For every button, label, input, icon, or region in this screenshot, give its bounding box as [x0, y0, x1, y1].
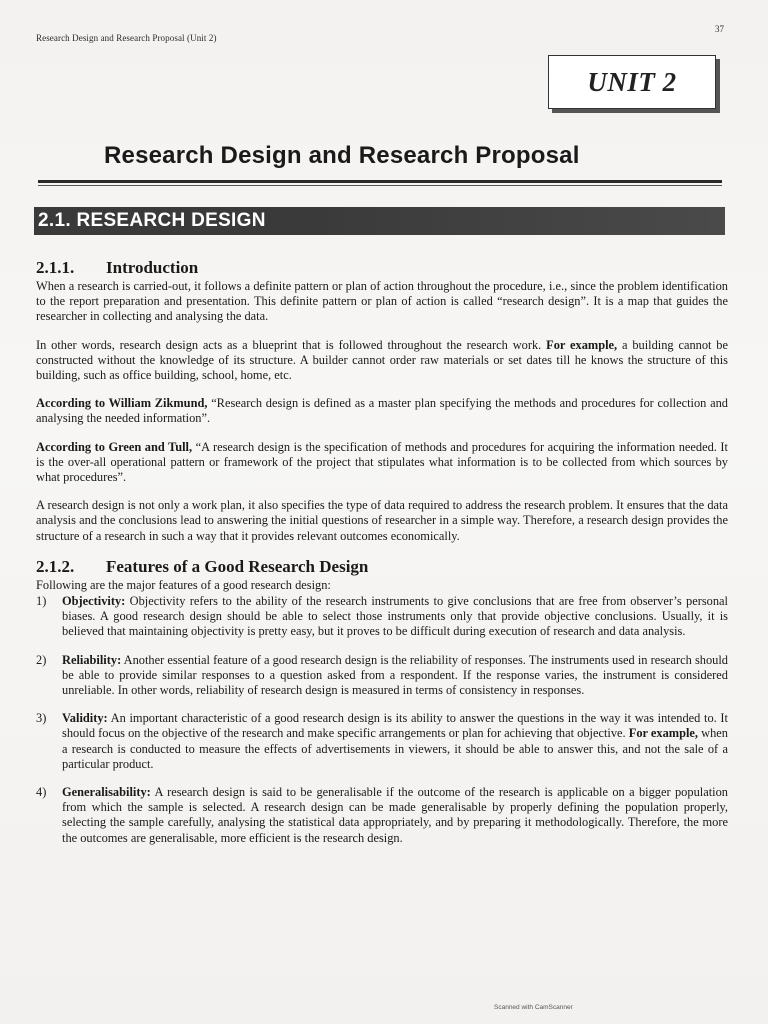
list-text [62, 653, 728, 699]
list-text [62, 594, 728, 640]
list-label: Validity: [62, 711, 108, 726]
list-label: Objectivity: [62, 594, 126, 609]
unit-label-box [548, 55, 716, 109]
paragraph-text: In other words, research design acts as a blueprint that is followed throughout the research work. [36, 337, 542, 352]
list-item [36, 711, 728, 772]
list-text [62, 785, 728, 846]
list-item [36, 594, 728, 640]
list-item [36, 785, 728, 846]
section-heading: 2.1. RESEARCH DESIGN [38, 210, 266, 231]
running-header: Research Design and Research Proposal (Unit 2) [36, 33, 217, 43]
title-rule-thin [38, 185, 722, 186]
subsection-number: 2.1.2. [36, 556, 75, 576]
list-body: An important characteristic of a good research design is its ability to answer the questions in the way it was intended to. It should focus on the objective of the research and make specific arrangements or plan for achieving that objective. [62, 711, 728, 741]
features-intro: Following are the major features of a good research design: [36, 577, 331, 592]
paragraph [36, 498, 728, 544]
subsection-heading-features [36, 557, 728, 577]
subsection-title: Introduction [106, 258, 199, 277]
list-body: Objectivity refers to the ability of the research instruments to give conclusions that are free from observer’s personal biases. A good research design should be able to select those instruments only that provide objective conclusions. Usually, it is believed that maintaining objectivity is pretty easy, but it proves to be difficult during execution of research and data analysis. [62, 594, 728, 639]
chapter-title: Research Design and Research Proposal [104, 142, 580, 169]
list-text [62, 711, 728, 772]
list-body: Another essential feature of a good research design is the reliability of responses. The instruments used in research should be able to provide similar responses to a question asked from a respondent. If the response varies, the instrument is considered unreliable. In other words, reliability of research design is measured in terms of consistency in responses. [62, 652, 728, 698]
bold-phrase: For example, [628, 726, 699, 741]
bold-phrase: According to William Zikmund, [36, 396, 208, 411]
paragraph-text: A research design is not only a work plan, it also specifies the type of data required to address the research problem. It ensures that the data analysis and the conclusions lead to answering the initial questions of researcher in a simple way. Therefore, a research design provides the structure of a research in such a way that it provides relevant outcomes economically. [36, 498, 728, 543]
subsection-heading-introduction [36, 258, 728, 278]
paragraph-text: “Research design is defined as a master plan specifying the methods and procedures for collection and analysing the needed information”. [36, 396, 728, 426]
paragraph [36, 338, 728, 384]
paragraph [36, 440, 728, 486]
bold-phrase: For example, [546, 337, 618, 352]
list-number: 3) [36, 711, 47, 726]
list-number: 1) [36, 594, 47, 609]
title-rule-thick [38, 180, 722, 183]
subsection-number: 2.1.1. [36, 258, 75, 277]
list-body: when a research is conducted to measure the effects of advertisements in viewers, it should be able to answer this, and not the sale of a particular product. [62, 726, 728, 771]
unit-label: UNIT 2 [587, 66, 677, 97]
section-heading-bar [34, 207, 725, 235]
body-text [36, 258, 728, 859]
paragraph [36, 396, 728, 426]
list-item [36, 653, 728, 699]
list-number: 4) [36, 785, 47, 800]
list-number: 2) [36, 652, 47, 667]
subsection-title: Features of a Good Research Design [106, 556, 369, 576]
list-body: A research design is said to be generalisable if the outcome of the research is applicable on a bigger population from which the sample is selected. A research design can be made generalisable by properly defining the population properly, selecting the sample carefully, analysing the statistical data appropriately, and by preparing it methodologically. Therefore, the more the outcomes are generalisable, more efficient is the research design. [62, 785, 728, 845]
list-label: Reliability: [62, 652, 122, 667]
paragraph [36, 279, 728, 325]
page-number: 37 [715, 24, 724, 34]
bold-phrase: According to Green and Tull, [36, 439, 193, 454]
list-label: Generalisability: [62, 785, 151, 800]
paragraph-text: When a research is carried-out, it follows a definite pattern or plan of action throughout the procedure, i.e., since the problem identification to the report preparation and presentation. This definite pattern or plan of action is called “research design”. It is a map that guides the researcher in collecting and analysing the data. [36, 279, 728, 324]
paragraph-text: a building cannot be constructed without the knowledge of its structure. A builder cannot order raw materials or set dates till he knows the structure of this building, such as office building, school, home, etc. [36, 337, 728, 383]
scanner-watermark: Scanned with CamScanner [494, 1004, 573, 1011]
paragraph-text: “A research design is the specification of methods and procedures for acquiring the information needed. It is the over-all operational pattern or framework of the project that stipulates what information is to be collected from which sources by what procedures”. [36, 439, 728, 485]
